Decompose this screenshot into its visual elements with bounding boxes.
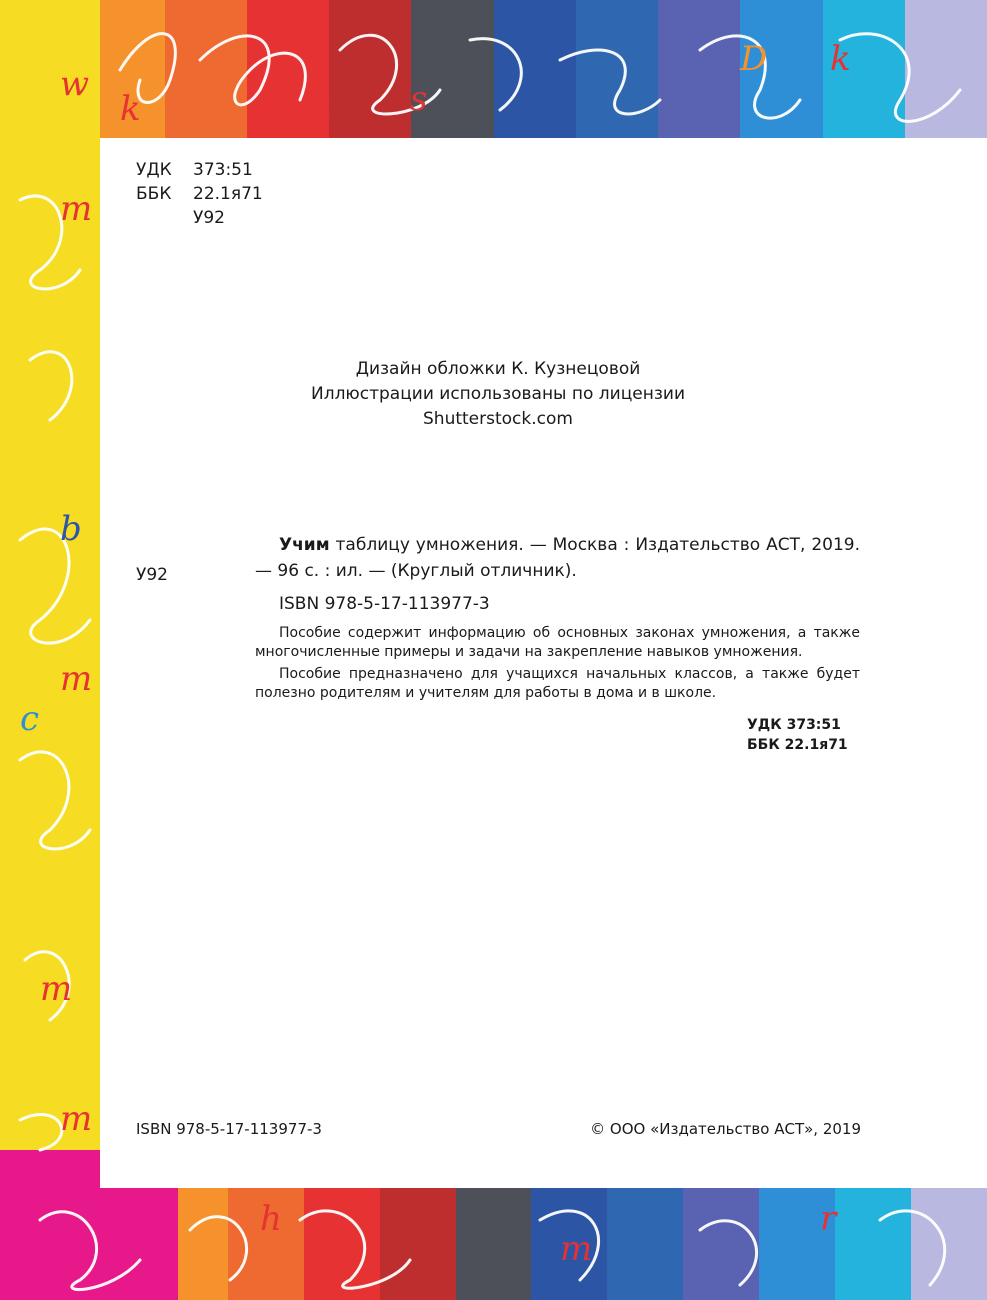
- shutterstock-credit: Shutterstock.com: [423, 409, 573, 429]
- decor-stripe: [835, 1188, 911, 1300]
- svg-text:z: z: [540, 64, 558, 104]
- cover-design-credit: Дизайн обложки К. Кузнецовой: [355, 359, 641, 379]
- bibliographic-record: [255, 532, 860, 755]
- classification-codes: [255, 715, 860, 755]
- decor-stripe: [607, 1188, 683, 1300]
- decor-stripe: [905, 0, 987, 138]
- decor-stripe: [683, 1188, 759, 1300]
- decor-stripe: [823, 0, 905, 138]
- copyright-notice: © ООО «Издательство АСТ», 2019: [590, 1120, 861, 1138]
- entry-title-bold: Учим: [279, 535, 330, 555]
- svg-text:r: r: [820, 1199, 837, 1239]
- abstract-paragraph-2: Пособие предназначено для учащихся начальных классов, а также будет полезно родителям и учителям для работы в дома и в школе.: [255, 666, 860, 701]
- bbk-label: ББК: [136, 184, 172, 204]
- decor-stripe: [228, 1188, 304, 1300]
- decor-stripe: [411, 0, 493, 138]
- decor-stripe: [911, 1188, 987, 1300]
- decor-stripe: [658, 0, 740, 138]
- decor-stripe: [456, 1188, 532, 1300]
- entry-isbn: ISBN 978-5-17-113977-3: [279, 594, 490, 614]
- svg-text:b: b: [60, 509, 82, 549]
- decor-stripe: [380, 1188, 456, 1300]
- bbk-value: 22.1я71: [193, 184, 263, 204]
- decor-stripe: [759, 1188, 835, 1300]
- author-sign-side: У92: [136, 565, 168, 585]
- svg-text:m: m: [560, 1229, 593, 1269]
- bbk-code: ББК 22.1я71: [747, 737, 848, 753]
- svg-text:w: w: [60, 64, 90, 104]
- svg-text:m: m: [60, 659, 93, 699]
- left-decorative-border: [0, 0, 100, 1150]
- svg-text:m: m: [60, 189, 93, 229]
- abstract-paragraph-1: Пособие содержит информацию об основных законах умножения, а также многочисленные примеры и задачи на закрепление навыков умножения.: [255, 625, 860, 660]
- decor-stripe: [494, 0, 576, 138]
- decor-stripe: [329, 0, 411, 138]
- decor-stripe: [165, 0, 247, 138]
- svg-text:k: k: [120, 89, 141, 129]
- decor-stripe: [304, 1188, 380, 1300]
- svg-text:c: c: [20, 699, 40, 739]
- decor-stripe: [576, 0, 658, 138]
- top-decorative-border: [0, 0, 987, 138]
- udk-label: УДК: [136, 160, 172, 180]
- udk-code: УДК 373:51: [747, 717, 841, 733]
- decor-stripe: [247, 0, 329, 138]
- bibliographic-entry: [255, 532, 860, 584]
- svg-text:h: h: [260, 1199, 282, 1239]
- footer-isbn: ISBN 978-5-17-113977-3: [136, 1120, 322, 1138]
- svg-text:s: s: [410, 79, 428, 119]
- credits-block: [248, 357, 748, 432]
- svg-text:m: m: [60, 1099, 93, 1139]
- svg-text:m: m: [300, 84, 333, 124]
- svg-text:m: m: [40, 969, 73, 1009]
- decor-stripe: [740, 0, 822, 138]
- decor-stripe: [531, 1188, 607, 1300]
- author-sign: У92: [193, 208, 225, 228]
- svg-text:D: D: [740, 39, 768, 79]
- udk-value: 373:51: [193, 160, 253, 180]
- illustrations-credit: Иллюстрации использованы по лицензии: [310, 384, 686, 404]
- svg-text:k: k: [830, 39, 851, 79]
- classification-block: [136, 158, 263, 230]
- entry-description: таблицу умножения. — Москва : Издательство АСТ, 2019. — 96 с. : ил. — (Круглый отличник).: [255, 535, 860, 581]
